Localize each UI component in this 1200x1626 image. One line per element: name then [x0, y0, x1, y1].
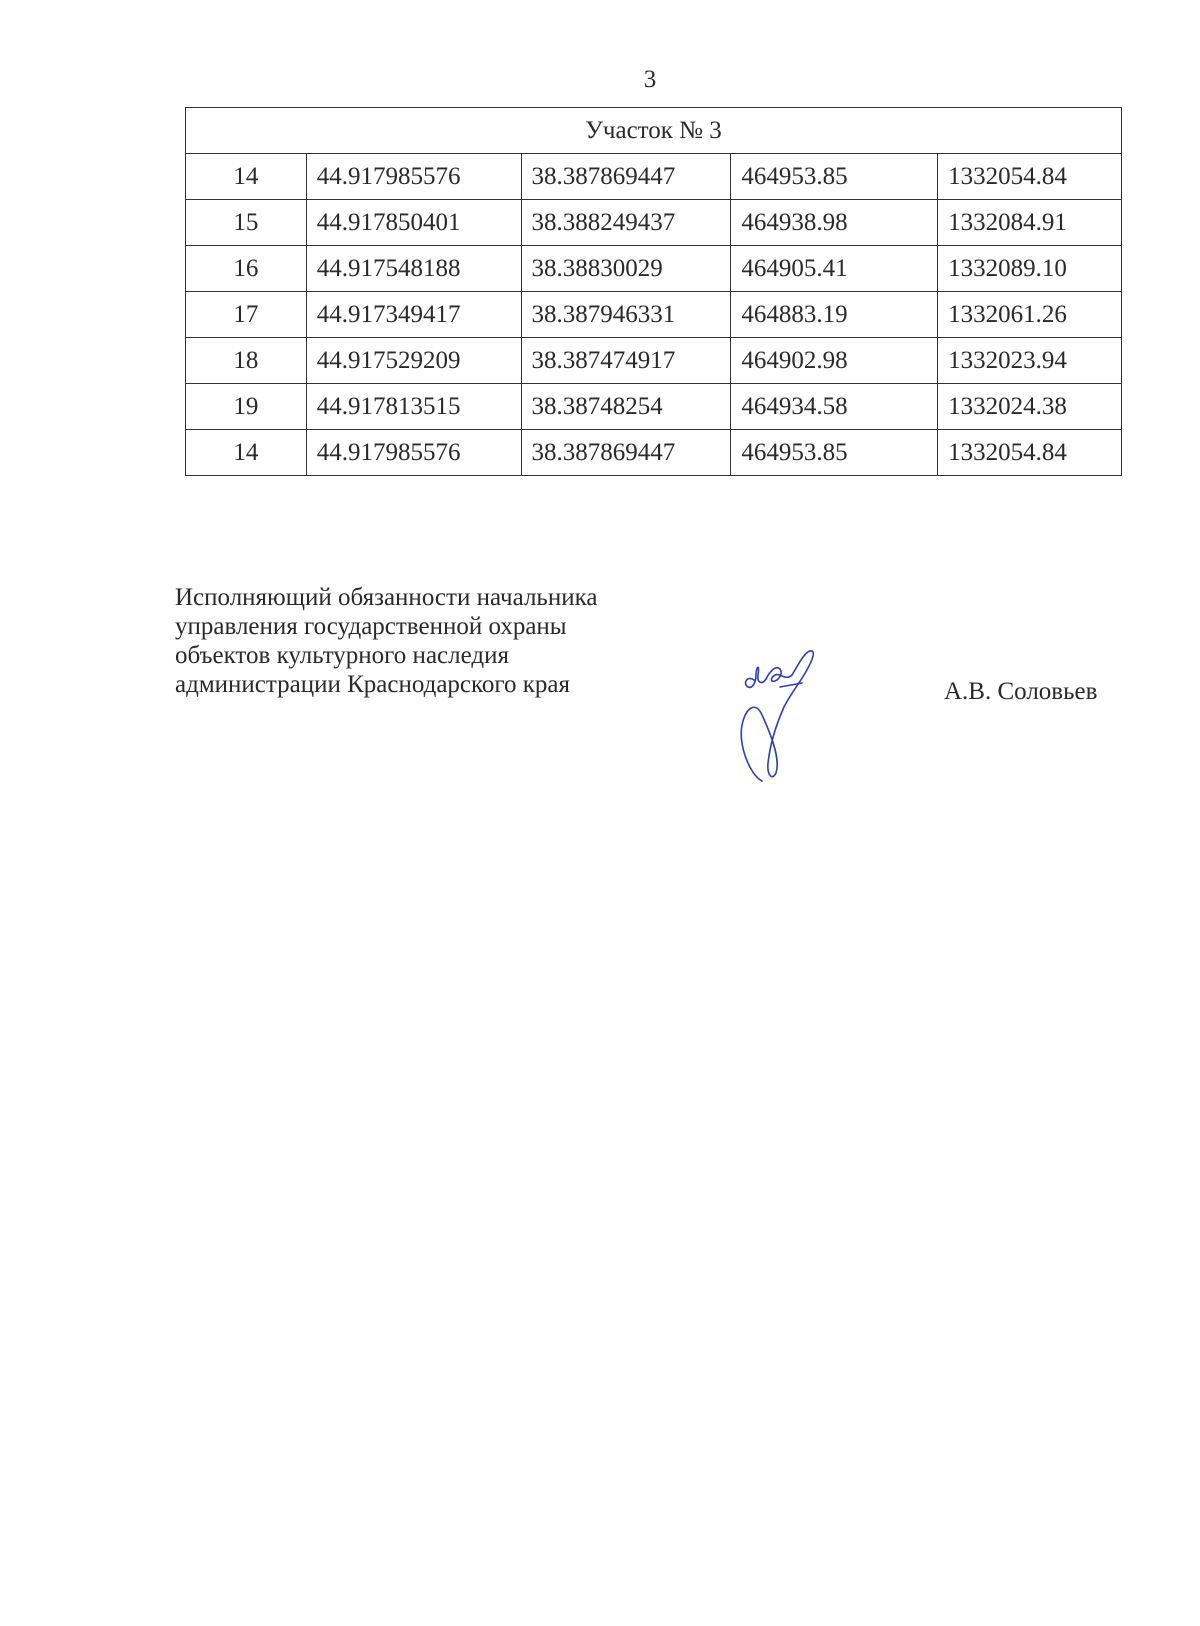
point-number-cell: 18 — [186, 338, 307, 384]
coordinate-cell: 1332023.94 — [938, 338, 1122, 384]
signatory-position — [175, 583, 597, 699]
coordinate-cell: 464953.85 — [731, 430, 938, 476]
coordinate-cell: 38.387474917 — [521, 338, 731, 384]
point-number-cell: 14 — [186, 430, 307, 476]
coordinate-cell: 1332061.26 — [938, 292, 1122, 338]
coordinate-cell: 1332024.38 — [938, 384, 1122, 430]
table-row — [186, 384, 1122, 430]
signer-name: А.В. Соловьев — [944, 678, 1098, 705]
position-line: управления государственной охраны — [175, 613, 567, 640]
coordinate-cell: 464905.41 — [731, 246, 938, 292]
point-number-cell: 15 — [186, 200, 307, 246]
point-number-cell: 17 — [186, 292, 307, 338]
coordinate-cell: 1332054.84 — [938, 430, 1122, 476]
table-row — [186, 338, 1122, 384]
coordinate-cell: 1332089.10 — [938, 246, 1122, 292]
coordinate-cell: 464938.98 — [731, 200, 938, 246]
point-number-cell: 14 — [186, 154, 307, 200]
page-number: 3 — [643, 66, 657, 93]
coordinate-cell: 44.917985576 — [306, 430, 521, 476]
coordinate-cell: 38.38748254 — [521, 384, 731, 430]
position-line: Исполняющий обязанности начальника — [175, 584, 598, 611]
coordinate-cell: 38.387869447 — [521, 430, 731, 476]
section-title: Участок № 3 — [186, 108, 1122, 154]
coordinate-cell: 464953.85 — [731, 154, 938, 200]
coordinate-cell: 1332084.91 — [938, 200, 1122, 246]
coordinate-cell: 464934.58 — [731, 384, 938, 430]
table-row — [186, 292, 1122, 338]
point-number-cell: 16 — [186, 246, 307, 292]
coordinate-cell: 44.917985576 — [306, 154, 521, 200]
coordinate-cell: 464902.98 — [731, 338, 938, 384]
table-row — [186, 430, 1122, 476]
handwritten-signature — [740, 645, 840, 795]
coordinate-cell: 44.917548188 — [306, 246, 521, 292]
point-number-cell: 19 — [186, 384, 307, 430]
coordinate-cell: 38.38830029 — [521, 246, 731, 292]
table-section-header-row — [186, 108, 1122, 154]
coordinate-cell: 44.917349417 — [306, 292, 521, 338]
coordinate-cell: 44.917850401 — [306, 200, 521, 246]
coordinate-cell: 38.388249437 — [521, 200, 731, 246]
table-row — [186, 200, 1122, 246]
coordinate-cell: 1332054.84 — [938, 154, 1122, 200]
coordinate-cell: 38.387946331 — [521, 292, 731, 338]
coordinate-cell: 38.387869447 — [521, 154, 731, 200]
coordinate-cell: 464883.19 — [731, 292, 938, 338]
coordinate-cell: 44.917529209 — [306, 338, 521, 384]
coordinates-table — [185, 107, 1122, 476]
table-row — [186, 246, 1122, 292]
position-line: администрации Краснодарского края — [175, 671, 571, 698]
table-row — [186, 154, 1122, 200]
coordinate-cell: 44.917813515 — [306, 384, 521, 430]
position-line: объектов культурного наследия — [175, 642, 509, 669]
